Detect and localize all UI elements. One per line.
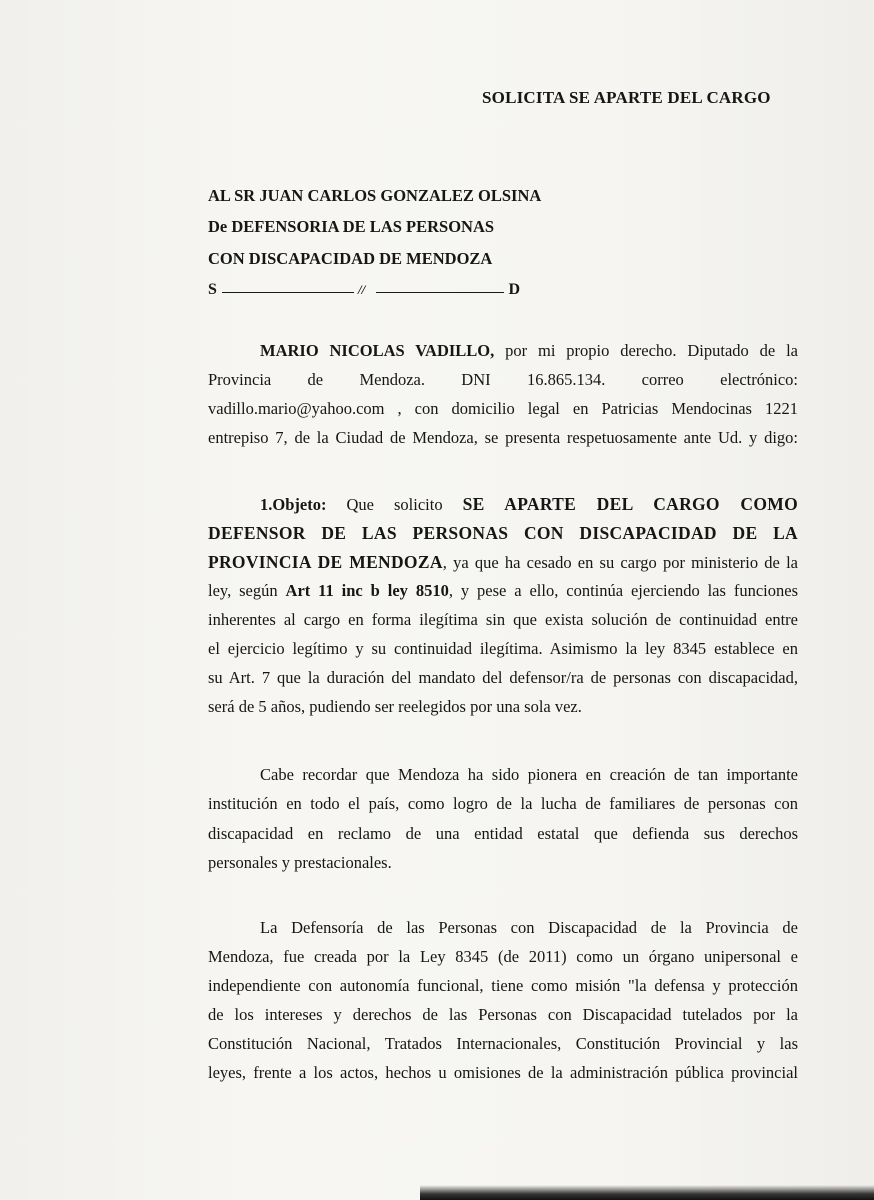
sd-s: S: [208, 281, 217, 298]
p2-line-4: personales y prestacionales.: [208, 853, 392, 872]
law-reference: Art 11 inc b ley 8510: [285, 581, 449, 600]
addressee-line-1: AL SR JUAN CARLOS GONZALEZ OLSINA: [208, 186, 542, 205]
objeto-line-4: ley, según Art 11 inc b ley 8510, y pese a ello, continúa ejerciendo las funciones: [208, 581, 798, 600]
intro-line-1: MARIO NICOLAS VADILLO, por mi propio derecho. Diputado de la: [260, 341, 798, 360]
addressee-line-3: CON DISCAPACIDAD DE MENDOZA: [208, 249, 493, 268]
objeto-line-8: será de 5 años, pudiendo ser reelegidos por una sola vez.: [208, 697, 582, 716]
objeto-label: 1.Objeto:: [260, 495, 327, 514]
addressee-line-2: De DEFENSORIA DE LAS PERSONAS: [208, 217, 495, 236]
p2-line-2: institución en todo el país, como logro de la lucha de familiares de personas con: [208, 794, 798, 813]
p3-line-6: leyes, frente a los actos, hechos u omisiones de la administración pública provincial: [208, 1063, 798, 1082]
objeto-line-7: su Art. 7 que la duración del mandato del defensor/ra de personas con discapacidad,: [208, 668, 798, 687]
p2-line-3: discapacidad en reclamo de una entidad estatal que defienda sus derechos: [208, 824, 798, 843]
objeto-line-5: inherentes al cargo en forma ilegítima sin que exista solución de continuidad entre: [208, 610, 798, 629]
page-edge-shadow: [420, 1185, 874, 1200]
objeto-line-2: DEFENSOR DE LAS PERSONAS CON DISCAPACIDAD DE LA: [208, 523, 798, 543]
intro-line-4: entrepiso 7, de la Ciudad de Mendoza, se presenta respetuosamente ante Ud. y digo:: [208, 428, 798, 447]
p3-line-1: La Defensoría de las Personas con Discapacidad de la Provincia de: [260, 918, 798, 937]
sd-rule-left: [222, 292, 354, 293]
p3-line-3: independiente con autonomía funcional, tiene como misión "la defensa y protección: [208, 976, 798, 995]
p3-line-2: Mendoza, fue creada por la Ley 8345 (de 2011) como un órgano unipersonal e: [208, 947, 798, 966]
sd-slashes: //: [358, 282, 366, 297]
intro-line-3: vadillo.mario@yahoo.com , con domicilio legal en Patricias Mendocinas 1221: [208, 399, 798, 418]
sd-rule-right: [376, 292, 504, 293]
petitioner-name: MARIO NICOLAS VADILLO,: [260, 341, 495, 360]
sd-d: D: [508, 281, 520, 298]
intro-line-2: Provincia de Mendoza. DNI 16.865.134. correo electrónico:: [208, 370, 798, 389]
p2-line-1: Cabe recordar que Mendoza ha sido pionera en creación de tan importante: [260, 765, 798, 784]
p3-line-5: Constitución Nacional, Tratados Internacionales, Constitución Provincial y las: [208, 1034, 798, 1053]
p3-line-4: de los intereses y derechos de las Personas con Discapacidad tutelados por la: [208, 1005, 798, 1024]
document-title: SOLICITA SE APARTE DEL CARGO: [482, 88, 771, 107]
objeto-line-3: PROVINCIA DE MENDOZA, ya que ha cesado en su cargo por ministerio de la: [208, 552, 798, 572]
objeto-line-6: el ejercicio legítimo y su continuidad ilegítima. Asimismo la ley 8345 establece en: [208, 639, 798, 658]
objeto-line-1: 1.Objeto: Que solicito SE APARTE DEL CARGO COMO: [260, 494, 798, 514]
salutation-sd: [208, 281, 520, 303]
